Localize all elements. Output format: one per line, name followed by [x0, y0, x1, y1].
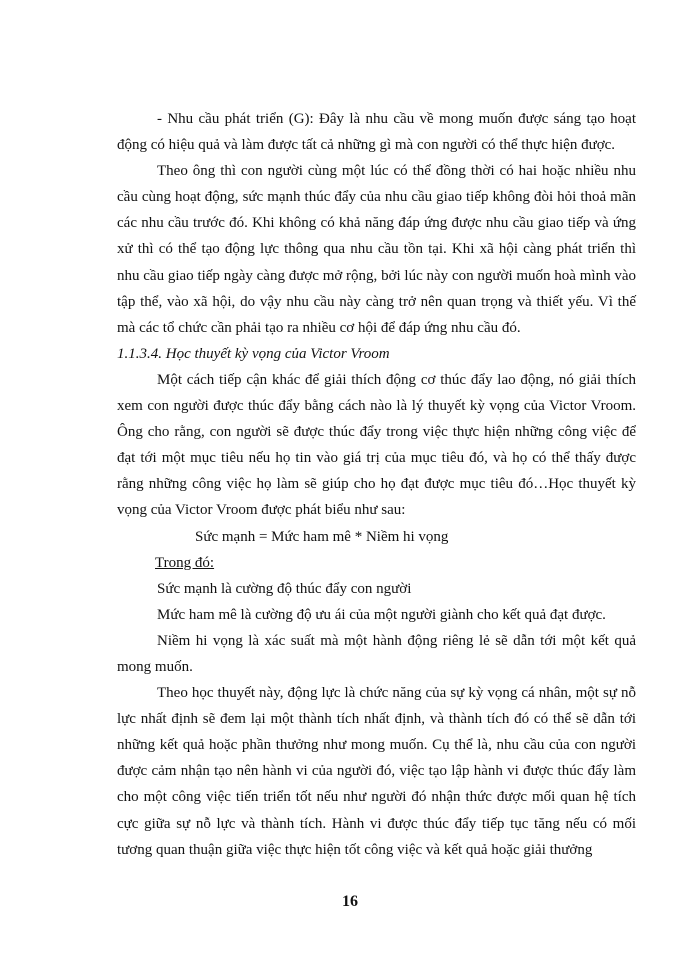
definition-item: Sức mạnh là cường độ thúc đẩy con người: [157, 580, 412, 597]
section-heading: 1.1.3.4. Học thuyết kỳ vọng của Victor Vroom: [117, 345, 390, 362]
document-body: [117, 106, 636, 863]
definition-item: Mức ham mê là cường độ ưu ái của một người giành cho kết quả đạt được.: [157, 606, 606, 623]
definition-expectancy: Niềm hi vọng là xác suất mà một hành động riêng lẻ sẽ dẫn tới một kết quả mong muốn.: [117, 632, 636, 675]
paragraph-growth-need: - Nhu cầu phát triển (G): Đây là nhu cầu về mong muốn được sáng tạo hoạt động có hiệu quả và làm được tất cả những gì mà con người có thể thực hiện được.: [117, 111, 636, 154]
where-label: Trong đó:: [155, 554, 215, 571]
page-number: 16: [342, 893, 358, 910]
formula-line: Sức mạnh = Mức ham mê * Niềm hi vọng: [195, 528, 449, 545]
paragraph-vroom-intro: Một cách tiếp cận khác để giải thích động cơ thúc đẩy lao động, nó giải thích xem con người được thúc đẩy bằng cách nào là lý thuyết kỳ vọng của Victor Vroom. Ông cho rằng, con người sẽ được thúc đẩy trong việc thực hiện những công việc để đạt tới một mục tiêu nếu họ tin vào giá trị của mục tiêu đó, và họ có thể thấy được rằng những công việc họ làm sẽ giúp cho họ đạt được mục tiêu đó…Học thuyết kỳ vọng của Victor Vroom được phát biểu như sau:: [117, 371, 636, 519]
paragraph-theory-motivation: Theo học thuyết này, động lực là chức năng của sự kỳ vọng cá nhân, một sự nỗ lực nhất định sẽ đem lại một thành tích nhất định, và thành tích đó có thể sẽ dẫn tới những kết quả hoặc phần thưởng như mong muốn. Cụ thể là, nhu cầu của con người được cảm nhận tạo nên hành vi của người đó, việc tạo lập hành vi được thúc đẩy làm cho một công việc tiến triển tốt nếu như người đó nhận thức được mối quan hệ tích cực giữa sự nỗ lực và thành tích. Hành vi được thúc đẩy tiếp tục tăng nếu có mối tương quan thuận giữa việc thực hiện tốt công việc và kết quả hoặc giải thưởng: [117, 685, 636, 858]
paragraph-theory-explanation: Theo ông thì con người cùng một lúc có thể đồng thời có hai hoặc nhiều nhu cầu cùng hoạt động, sức mạnh thúc đẩy của nhu cầu giao tiếp không đòi hỏi thoả mãn các nhu cầu trước đó. Khi không có khả năng đáp ứng được nhu cầu giao tiếp và ứng xử thì có thể tạo động lực thông qua nhu cầu tồn tại. Khi xã hội càng phát triển thì nhu cầu giao tiếp ngày càng được mở rộng, bởi lúc này con người muốn hoà mình vào tập thể, vào xã hội, do vậy nhu cầu này càng trở nên quan trọng và thiết yếu. Vì thế mà các tổ chức cần phải tạo ra nhiều cơ hội để đáp ứng nhu cầu đó.: [117, 163, 636, 336]
